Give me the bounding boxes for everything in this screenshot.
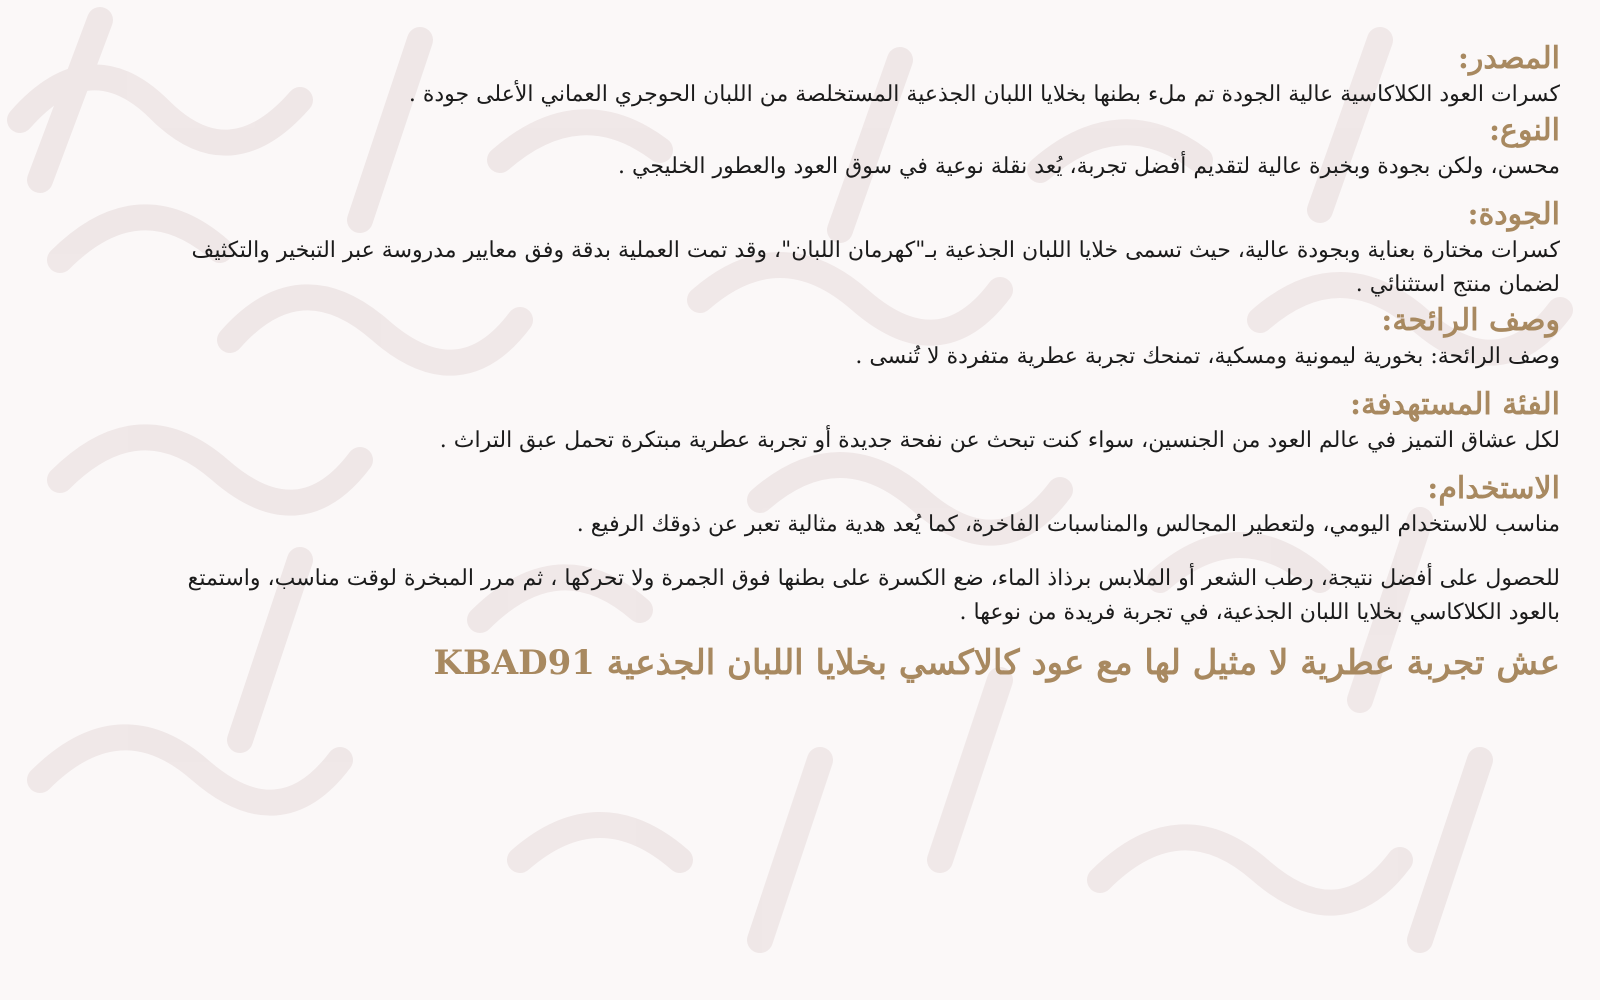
section-scent	[32, 302, 1560, 374]
section-text: مناسب للاستخدام اليومي، ولتعطير المجالس والمناسبات الفاخرة، كما يُعد هدية مثالية تعبر عن ذوقك الرفيع .	[576, 512, 1560, 537]
section-quality	[32, 196, 1560, 302]
section-usage	[32, 470, 1560, 542]
section-heading: وصف الرائحة:	[1381, 303, 1560, 338]
section-heading: الجودة:	[1467, 197, 1560, 232]
usage-instructions	[32, 562, 1560, 630]
product-description	[32, 40, 1560, 686]
section-text: محسن، ولكن بجودة وبخبرة عالية لتقديم أفضل تجربة، يُعد نقلة نوعية في سوق العود والعطور الخليجي .	[618, 154, 1560, 179]
section-heading: المصدر:	[1457, 41, 1560, 76]
tagline: عش تجربة عطرية لا مثيل لها مع عود كالاكسي بخلايا اللبان الجذعية KBAD91	[433, 643, 1560, 683]
instructions-text: للحصول على أفضل نتيجة، رطب الشعر أو الملابس برذاذ الماء، ضع الكسرة على بطنها فوق الجمرة ولا تحركها ، ثم مرر المبخرة لوقت مناسب، واستمتع	[187, 566, 1560, 591]
section-audience	[32, 386, 1560, 458]
section-text: كسرات العود الكلاكاسية عالية الجودة تم ملء بطنها بخلايا اللبان الجذعية المستخلصة من اللبان الحوجري العماني الأعلى جودة .	[408, 82, 1560, 107]
section-heading: الفئة المستهدفة:	[1350, 387, 1560, 422]
section-heading: النوع:	[1488, 113, 1560, 148]
section-type	[32, 112, 1560, 184]
section-text: وصف الرائحة: بخورية ليمونية ومسكية، تمنحك تجربة عطرية متفردة لا تُنسى .	[855, 344, 1560, 369]
section-text: كسرات مختارة بعناية وبجودة عالية، حيث تسمى خلايا اللبان الجذعية بـ"كهرمان اللبان"، وقد تمت العملية بدقة وفق معايير مدروسة عبر التبخير والتكثيف	[191, 238, 1560, 263]
section-heading: الاستخدام:	[1427, 471, 1560, 506]
section-text: لكل عشاق التميز في عالم العود من الجنسين، سواء كنت تبحث عن نفحة جديدة أو تجربة عطرية مبتكرة تحمل عبق التراث .	[439, 428, 1560, 453]
instructions-text: بالعود الكلاكاسي بخلايا اللبان الجذعية، في تجربة فريدة من نوعها .	[959, 600, 1560, 625]
section-text: لضمان منتج استثنائي .	[1355, 272, 1560, 297]
section-source	[32, 40, 1560, 112]
